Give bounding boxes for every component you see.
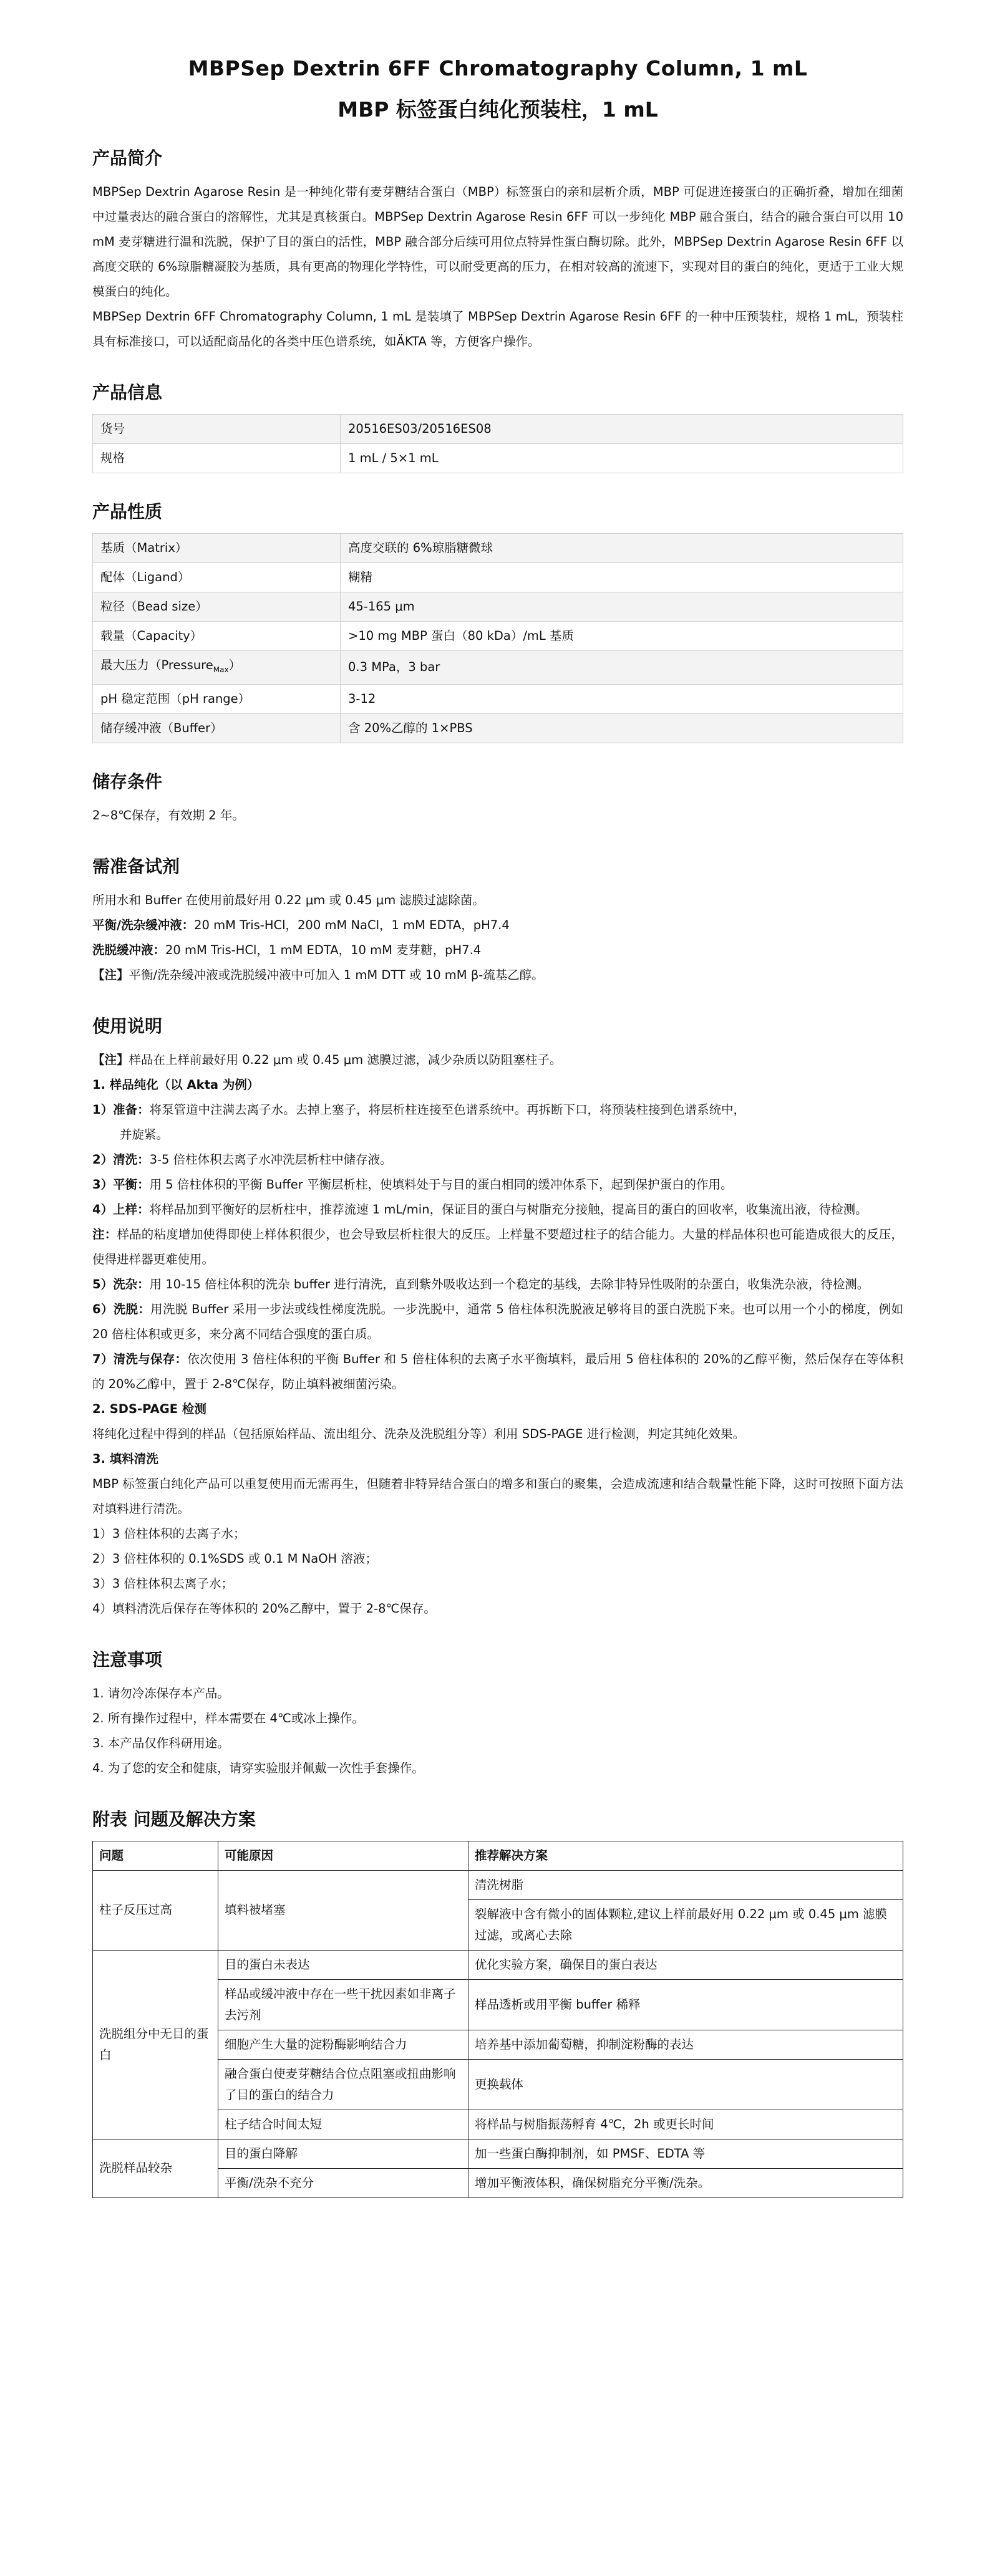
elution-buffer-text: 20 mM Tris-HCl，1 mM EDTA，10 mM 麦芽糖，pH7.4: [165, 942, 482, 957]
step-3-text: 用 5 倍柱体积的平衡 Buffer 平衡层析柱，使填料处于与目的蛋白相同的缓冲体系下，起到保护蛋白的作用。: [149, 1177, 733, 1192]
solution-cell: 更换载体: [468, 2059, 903, 2110]
product-info-table: [92, 414, 903, 473]
table-row: [93, 684, 903, 713]
step-6: [92, 1297, 903, 1347]
step-4-label: 4）上样：: [92, 1202, 150, 1217]
table-row: [93, 534, 903, 563]
prop-value: 含 20%乙醇的 1×PBS: [341, 713, 903, 743]
step-2-label: 2）清洗：: [92, 1152, 150, 1167]
table-row: [93, 713, 903, 743]
step-1: [92, 1097, 903, 1122]
prop-value: 0.3 MPa，3 bar: [341, 651, 903, 685]
solution-cell: 裂解液中含有微小的固体颗粒,建议上样前最好用 0.22 μm 或 0.45 μm 滤膜过滤，或离心去除: [468, 1899, 903, 1950]
step-4: [92, 1197, 903, 1222]
section-storage-heading: 储存条件: [92, 771, 163, 792]
step-5-text: 用 10-15 倍柱体积的洗杂 buffer 进行清洗，直到紫外吸收达到一个稳定的基线，去除非特异性吸附的杂蛋白，收集洗杂液，待检测。: [149, 1276, 870, 1291]
section-notes-heading: 注意事项: [92, 1649, 163, 1670]
prop-value: 糊精: [341, 563, 903, 592]
usage-note-text: 样品在上样前最好用 0.22 μm 或 0.45 μm 滤膜过滤，减少杂质以防阻塞柱子。: [129, 1052, 562, 1067]
note-item: 1. 请勿冷冻保存本产品。: [92, 1686, 230, 1700]
step-4-note-text: 样品的粘度增加使得即使上样体积很少，也会导致层析柱很大的反压。上样量不要超过柱子的结合能力。大量的样品体积也可能造成很大的反压，使得进样器更难使用。: [92, 1227, 903, 1266]
prop-key: 储存缓冲液（Buffer）: [93, 713, 341, 743]
cause-cell: 目的蛋白降解: [218, 2139, 468, 2168]
solution-cell: 培养基中添加葡萄糖，抑制淀粉酶的表达: [468, 2030, 903, 2059]
cause-cell: 融合蛋白使麦芽糖结合位点阻塞或扭曲影响了目的蛋白的结合力: [218, 2059, 468, 2110]
note-item: 4. 为了您的安全和健康，请穿实验服并佩戴一次性手套操作。: [92, 1760, 424, 1775]
product-properties-table: [92, 533, 903, 743]
info-value: 1 mL / 5×1 mL: [341, 444, 903, 473]
subsection-sds-label: 2. SDS-PAGE 检测: [92, 1401, 206, 1416]
document-page: [92, 50, 903, 2198]
step-7: [92, 1347, 903, 1397]
problem-cell: 洗脱样品较杂: [93, 2139, 218, 2197]
table-row: [93, 651, 903, 685]
title-english: MBPSep Dextrin 6FF Chromatography Column, 1 mL: [188, 56, 808, 80]
prop-key-pressure: [93, 651, 341, 685]
step-6-label: 6）洗脱：: [92, 1301, 151, 1316]
column-header-problem: 问题: [93, 1841, 218, 1870]
table-row: [93, 622, 903, 651]
note-item: 3. 本产品仅作科研用途。: [92, 1735, 230, 1750]
note-item: 2. 所有操作过程中，样本需要在 4℃或冰上操作。: [92, 1710, 364, 1725]
cleaning-item: 4）填料清洗后保存在等体积的 20%乙醇中，置于 2-8℃保存。: [92, 1601, 436, 1616]
cause-cell: 目的蛋白未表达: [218, 1950, 468, 1979]
cause-cell: 样品或缓冲液中存在一些干扰因素如非离子去污剂: [218, 1979, 468, 2030]
step-5-label: 5）洗杂：: [92, 1276, 150, 1291]
cause-cell: 细胞产生大量的淀粉酶影响结合力: [218, 2030, 468, 2059]
usage-note-label: 【注】: [92, 1052, 129, 1067]
cleaning-text: MBP 标签蛋白纯化产品可以重复使用而无需再生，但随着非特异结合蛋白的增多和蛋白的聚集，会造成流速和结合载量性能下降，这时可按照下面方法对填料进行清洗。: [92, 1476, 903, 1516]
reagents-filter-note: 所用水和 Buffer 在使用前最好用 0.22 μm 或 0.45 μm 滤膜过滤除菌。: [92, 892, 485, 907]
prop-value: 45-165 μm: [341, 592, 903, 622]
intro-paragraph-1: MBPSep Dextrin Agarose Resin 是一种纯化带有麦芽糖结合蛋白（MBP）标签蛋白的亲和层析介质，MBP 可促进连接蛋白的正确折叠，增加在细菌中过量表达的融合蛋白的溶解性，尤其是真核蛋白。MBPSep Dextrin Agarose Resin 6FF 可以一步纯化 MBP 融合蛋白，结合的融合蛋白可以用 10 mM 麦芽糖进行温和洗脱，保护了目的蛋白的活性，MBP 融合部分后续可用位点特异性蛋白酶切除。此外，MBPSep Dextrin Agarose Resin 6FF 以高度交联的 6%琼脂糖凝胶为基质，具有更高的物理化学特性，可以耐受更高的压力，在相对较高的流速下，实现对目的蛋白的纯化，更适于工业大规模蛋白的纯化。: [92, 185, 903, 299]
table-header-row: [93, 1841, 903, 1870]
info-key: 规格: [93, 444, 341, 473]
equilibration-buffer-text: 20 mM Tris-HCl，200 mM NaCl，1 mM EDTA，pH7.4: [194, 917, 510, 932]
storage-text: 2~8℃保存，有效期 2 年。: [92, 808, 245, 822]
table-row: [93, 1950, 903, 1979]
prop-value: 3-12: [341, 684, 903, 713]
prop-value: 高度交联的 6%琼脂糖微球: [341, 534, 903, 563]
column-header-solution: 推荐解决方案: [468, 1841, 903, 1870]
step-2: [92, 1147, 903, 1172]
reagents-note: [92, 963, 903, 988]
table-row: [93, 1870, 903, 1899]
prop-key: 基质（Matrix）: [93, 534, 341, 563]
step-4-note: [92, 1222, 903, 1272]
solution-cell: 加一些蛋白酶抑制剂，如 PMSF、EDTA 等: [468, 2139, 903, 2168]
column-header-cause: 可能原因: [218, 1841, 468, 1870]
title-chinese: MBP 标签蛋白纯化预装柱，1 mL: [337, 97, 658, 122]
table-row: [93, 592, 903, 622]
section-usage-heading: 使用说明: [92, 1015, 163, 1036]
step-2-text: 3-5 倍柱体积去离子水冲洗层析柱中储存液。: [149, 1152, 392, 1167]
table-row: [93, 444, 903, 473]
step-5: [92, 1272, 903, 1297]
info-key: 货号: [93, 415, 341, 444]
prop-key: 配体（Ligand）: [93, 563, 341, 592]
prop-key: 粒径（Bead size）: [93, 592, 341, 622]
elution-buffer-label: 洗脱缓冲液：: [92, 942, 166, 957]
elution-buffer: [92, 938, 903, 963]
step-4-note-label: 注：: [92, 1227, 117, 1242]
subsection-purification-title: [92, 1073, 903, 1097]
reagents-note-text: 平衡/洗杂缓冲液或洗脱缓冲液中可加入 1 mM DTT 或 10 mM β-巯基乙醇。: [129, 967, 544, 982]
solution-cell: 将样品与树脂振荡孵育 4℃，2h 或更长时间: [468, 2110, 903, 2139]
intro-paragraph-2: MBPSep Dextrin 6FF Chromatography Column, 1 mL 是装填了 MBPSep Dextrin Agarose Resin 6FF 的一种中压预装柱，规格 1 mL，预装柱具有标准接口，可以适配商品化的各类中压色谱系统，如ÄKTA 等，方便客户操作。: [92, 309, 903, 349]
equilibration-buffer: [92, 913, 903, 938]
step-1-label: 1）准备：: [92, 1102, 150, 1117]
step-7-text: 依次使用 3 倍柱体积的平衡 Buffer 和 5 倍柱体积的去离子水平衡填料，最后用 5 倍柱体积的 20%的乙醇平衡，然后保存在等体积的 20%乙醇中，置于 2-8℃保存，防止填料被细菌污染。: [92, 1351, 903, 1391]
problem-cell: 洗脱组分中无目的蛋白: [93, 1950, 218, 2139]
subsection-cleaning-label: 3. 填料清洗: [92, 1451, 158, 1466]
problem-cell: 柱子反压过高: [93, 1870, 218, 1950]
prop-key-subscript: Max: [213, 665, 229, 674]
cleaning-item: 2）3 倍柱体积的 0.1%SDS 或 0.1 M NaOH 溶液；: [92, 1551, 377, 1566]
cleaning-item: 1）3 倍柱体积的去离子水；: [92, 1526, 246, 1541]
section-intro-heading: 产品简介: [92, 148, 163, 168]
sds-text: 将纯化过程中得到的样品（包括原始样品、流出组分、洗杂及洗脱组分等）利用 SDS-PAGE 进行检测，判定其纯化效果。: [92, 1426, 745, 1441]
step-3: [92, 1172, 903, 1197]
subsection-sds-title: [92, 1397, 903, 1422]
solution-cell: 优化实验方案，确保目的蛋白表达: [468, 1950, 903, 1979]
section-reagents-heading: 需准备试剂: [92, 856, 180, 877]
step-6-text: 用洗脱 Buffer 采用一步法或线性梯度洗脱。一步洗脱中，通常 5 倍柱体积洗脱液足够将目的蛋白洗脱下来。也可以用一个小的梯度，例如 20 倍柱体积或更多，来分离不同结合强度的蛋白质。: [92, 1301, 903, 1341]
prop-key-text: 最大压力（Pressure: [100, 658, 213, 672]
prop-key-end: ）: [228, 658, 241, 672]
solution-cell: 样品透析或用平衡 buffer 稀释: [468, 1979, 903, 2030]
prop-key: pH 稳定范围（pH range）: [93, 684, 341, 713]
step-3-label: 3）平衡：: [92, 1177, 150, 1192]
usage-note: [92, 1048, 903, 1073]
cause-cell: 柱子结合时间太短: [218, 2110, 468, 2139]
cause-cell: 填料被堵塞: [218, 1870, 468, 1950]
step-1-text: 将泵管道中注满去离子水。去掉上塞子，将层析柱连接至色谱系统中。再拆断下口，将预装柱接到色谱系统中，: [149, 1102, 746, 1117]
table-row: [93, 2139, 903, 2168]
step-1-continued: 并旋紧。: [120, 1127, 169, 1142]
step-4-text: 将样品加到平衡好的层析柱中，推荐流速 1 mL/min，保证目的蛋白与树脂充分接触，提高目的蛋白的回收率，收集流出液，待检测。: [149, 1202, 868, 1217]
section-info-heading: 产品信息: [92, 382, 163, 403]
table-row: [93, 415, 903, 444]
prop-key: 载量（Capacity）: [93, 622, 341, 651]
troubleshooting-table: [92, 1841, 903, 2198]
step-7-label: 7）清洗与保存：: [92, 1351, 188, 1366]
solution-cell: 增加平衡液体积，确保树脂充分平衡/洗杂。: [468, 2168, 903, 2197]
cleaning-item: 3）3 倍柱体积去离子水；: [92, 1576, 234, 1591]
section-properties-heading: 产品性质: [92, 501, 163, 522]
prop-value: >10 mg MBP 蛋白（80 kDa）/mL 基质: [341, 622, 903, 651]
subsection-cleaning-title: [92, 1447, 903, 1472]
reagents-note-label: 【注】: [92, 967, 129, 982]
subsection-purification-label: 1. 样品纯化（以 Akta 为例）: [92, 1077, 260, 1092]
cause-cell: 平衡/洗杂不充分: [218, 2168, 468, 2197]
info-value: 20516ES03/20516ES08: [341, 415, 903, 444]
table-row: [93, 563, 903, 592]
section-troubleshooting-heading: 附表 问题及解决方案: [92, 1808, 256, 1830]
equilibration-buffer-label: 平衡/洗杂缓冲液：: [92, 917, 195, 932]
solution-cell: 清洗树脂: [468, 1870, 903, 1899]
